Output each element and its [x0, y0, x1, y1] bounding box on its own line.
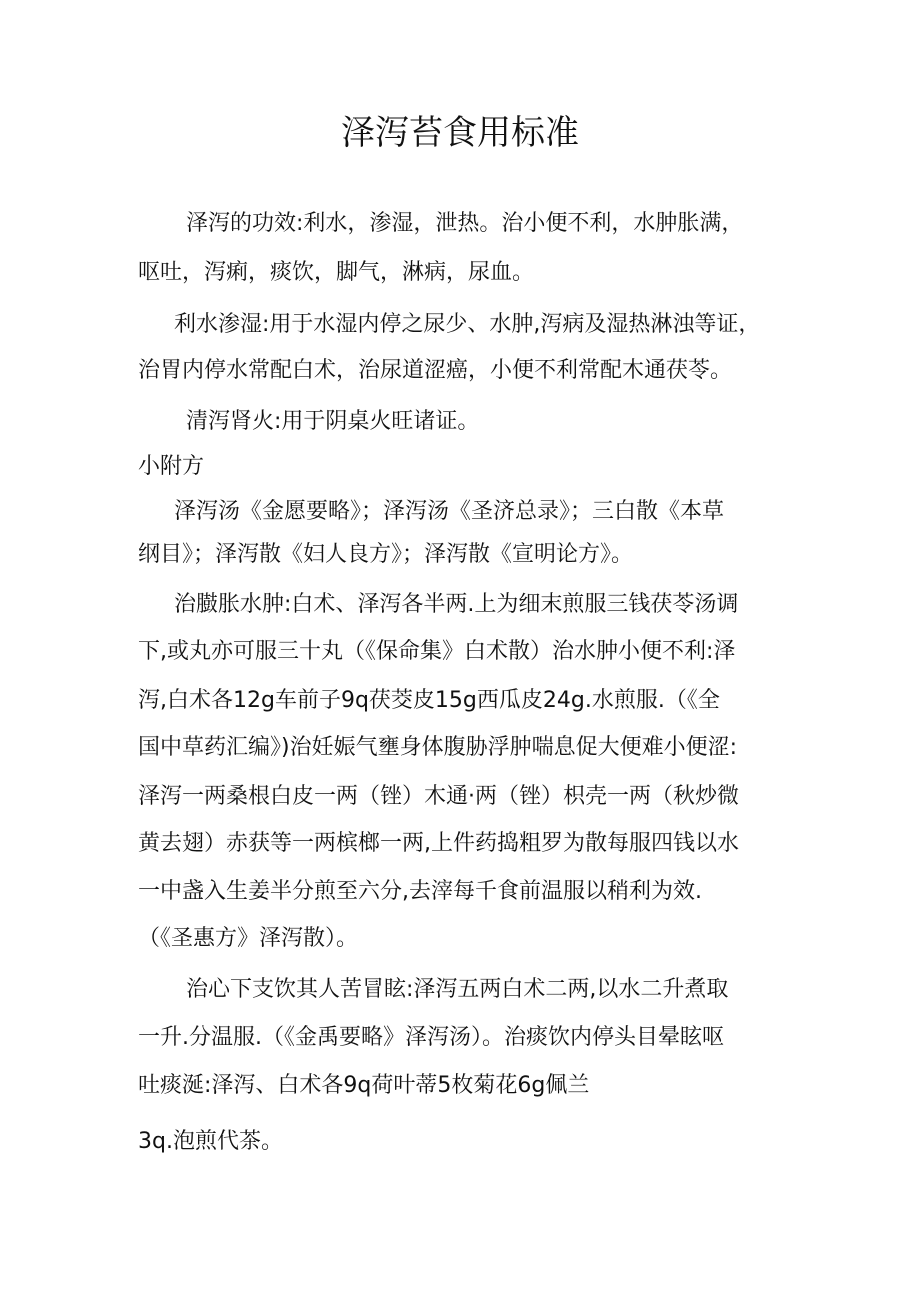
- paragraph-line: 一升.分温服.（《金禹要略》泽泻汤）。治痰饮内停头目晕眩呕: [138, 1025, 724, 1050]
- document-title: 泽泻苔食用标准: [341, 113, 579, 153]
- paragraph-line: 清泻肾火:用于阴桌火旺诸证。: [186, 409, 480, 434]
- paragraph-line: 纲目》；泽泻散《妇人良方》；泽泻散《宣明论方》。: [138, 542, 634, 567]
- paragraph-line: （《圣惠方》泽泻散）。: [138, 926, 359, 951]
- paragraph-line: 治心下支饮其人苦冒眩:泽泻五两白术二两,以水二升煮取: [186, 977, 729, 1002]
- paragraph-line: 下,或丸亦可服三十丸（《保命集》白术散）治水肿小便不利:泽: [138, 639, 736, 664]
- paragraph-line: 泽泻的功效:利水，渗湿，泄热。治小便不利，水肿胀满，: [186, 211, 744, 236]
- paragraph-line: 3q.泡煎代茶。: [138, 1129, 283, 1154]
- paragraph-line: 黄去翅）赤获等一两槟榔一两,上件药捣粗罗为散每服四钱以水: [138, 831, 739, 856]
- paragraph-line: 治臌胀水肿:白术、泽泻各半两.上为细末煎服三钱茯苓汤调: [174, 592, 739, 617]
- paragraph-line: 利水渗湿:用于水湿内停之尿少、水肿,泻病及湿热淋浊等证，: [174, 312, 761, 337]
- section-heading: 小附方: [138, 454, 205, 479]
- paragraph-line: 吐痰涎:泽泻、白术各9q荷叶蒂5枚菊花6g佩兰: [138, 1073, 590, 1098]
- paragraph-line: 泽泻一两桑根白皮一两（锉）木通·两（锉）枳壳一两（秋炒微: [138, 784, 739, 809]
- paragraph-line: 泽泻汤《金愿要略》；泽泻汤《圣济总录》；三白散《本草: [174, 499, 725, 524]
- paragraph-line: 呕吐，泻痢，痰饮，脚气，淋病，尿血。: [138, 260, 535, 285]
- paragraph-line: 国中草药汇编》)治妊娠气壅身体腹胁浮肿喘息促大便难小便涩:: [138, 735, 737, 760]
- paragraph-line: 一中盏入生姜半分煎至六分,去滓每千食前温服以稍利为效.: [138, 879, 702, 904]
- paragraph-line: 泻,白术各12g车前子9q茯茭皮15g西瓜皮24g.水煎服.（《全: [138, 688, 720, 713]
- paragraph-line: 治胃内停水常配白术，治尿道涩癌，小便不利常配木通茯苓。: [138, 358, 733, 383]
